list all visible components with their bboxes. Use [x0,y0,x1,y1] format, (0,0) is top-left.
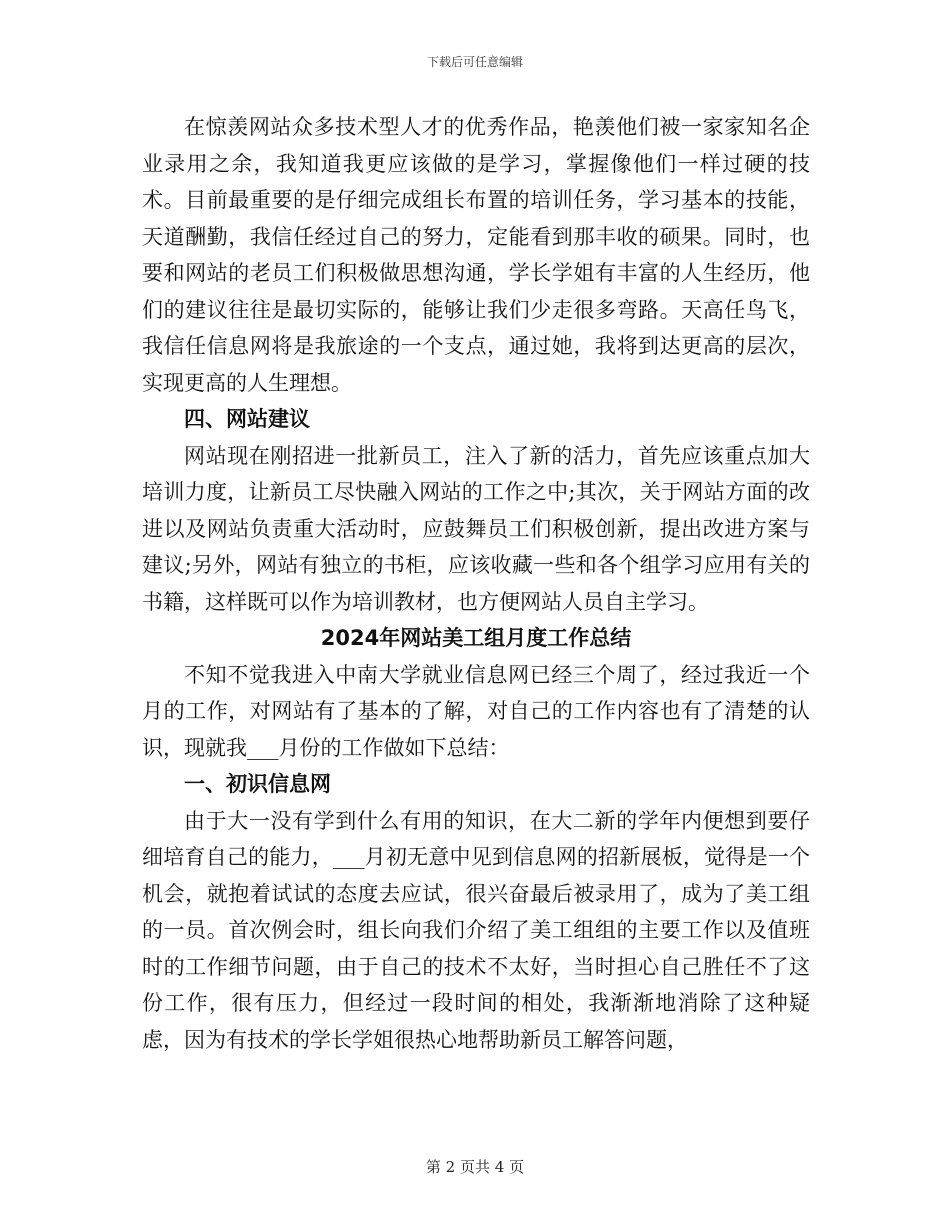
page-footer: 第 2 页共 4 页 [425,1158,525,1176]
paragraph-body: 不知不觉我进入中南大学就业信息网已经三个周了，经过我近一个月的工作，对网站有了基本的了解，对自己的工作内容也有了清楚的认识，现就我___月份的工作做如下总结： [142,662,810,760]
page-header: 下载后可任意编辑 [426,55,523,69]
document-title: 2024年网站美工组月度工作总结 [320,626,632,650]
paragraph-body: 在惊羡网站众多技术型人才的优秀作品，艳羡他们被一家家知名企业录用之余，我知道我更应该做的是学习，掌握像他们一样过硬的技术。目前最重要的是仔细完成组长布置的培训任务，学习基本的技能，天道酬勤，我信任经过自己的努力，定能看到那丰收的硕果。同时，也要和网站的老员工们积极做思想沟通，学长学姐有丰富的人生经历，他们的建议往往是最切实际的，能够让我们少走很多弯路。天高任鸟飞，我信任信息网将是我旅途的一个支点，通过她，我将到达更高的层次，实现更高的人生理想。 [142,115,810,395]
document-body [142,109,810,1058]
paragraph-body: 网站现在刚招进一批新员工，注入了新的活力，首先应该重点加大培训力度，让新员工尽快融入网站的工作之中;其次，关于网站方面的改进以及网站负责重大活动时，应鼓舞员工们积极创新，提出改进方案与建议;另外，网站有独立的书柜，应该收藏一些和各个组学习应用有关的书籍，这样既可以作为培训教材，也方便网站人员自主学习。 [142,443,810,614]
section-heading: 四、网站建议 [184,407,310,431]
section-heading: 一、初识信息网 [184,772,331,796]
paragraph-body: 由于大一没有学到什么有用的知识，在大二新的学年内便想到要仔细培育自己的能力，___月初无意中见到信息网的招新展板，觉得是一个机会，就抱着试试的态度去应试，很兴奋最后被录用了，成为了美工组的一员。首次例会时，组长向我们介绍了美工组组的主要工作以及值班时的工作细节问题，由于自己的技术不太好，当时担心自己胜任不了这份工作，很有压力，但经过一段时间的相处，我渐渐地消除了这种疑虑，因为有技术的学长学姐很热心地帮助新员工解答问题， [142,808,810,1052]
